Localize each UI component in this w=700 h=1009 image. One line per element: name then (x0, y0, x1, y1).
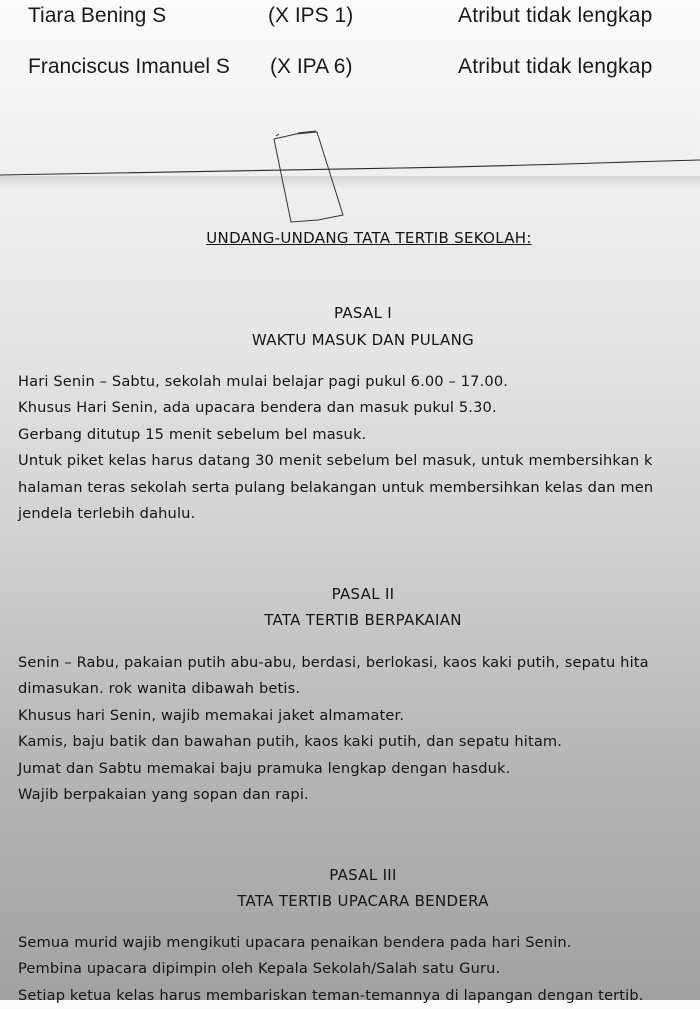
section-number: PASAL I (333, 304, 393, 322)
rule-line: Semua murid wajib mengikuti upacara penaikan bendera pada hari Senin. (18, 934, 572, 951)
student-name: Tiara Bening S (28, 4, 167, 27)
rule-line: Khusus Hari Senin, ada upacara bendera dan masuk pukul 5.30. (18, 399, 497, 417)
rule-line: Kamis, baju batik dan bawahan putih, kaos kaki putih, dan sepatu hitam. (18, 733, 563, 751)
section-title: TATA TERTIB BERPAKAIAN (264, 611, 462, 629)
rule-line: halaman teras sekolah serta pulang belakangan untuk membersihkan kelas dan men (18, 478, 654, 496)
rule-line: Setiap ketua kelas harus membariskan teman-temannya di lapangan dengan tertib. (18, 986, 644, 1004)
violation-row (0, 4, 700, 36)
divider-line (0, 160, 700, 175)
rule-line: Gerbang ditutup 15 menit sebelum bel masuk. (18, 425, 367, 443)
rule-line: Khusus hari Senin, wajib memakai jaket almamater. (18, 706, 405, 724)
rule-line: jendela terlebih dahulu. (18, 505, 196, 523)
rule-line: Pembina upacara dipimpin oleh Kepala Sekolah/Salah satu Guru. (18, 960, 501, 978)
student-name: Franciscus Imanuel S (28, 55, 230, 78)
rule-line: Wajib berpakaian yang sopan dan rapi. (18, 786, 309, 804)
rule-line: Jumat dan Sabtu memakai baju pramuka lengkap dengan hasduk. (18, 759, 511, 777)
violation-row (0, 55, 700, 87)
rule-line: Senin – Rabu, pakaian putih abu-abu, berdasi, berlokasi, kaos kaki putih, sepatu hita (18, 654, 649, 671)
student-class: (X IPA 6) (270, 55, 353, 78)
document-title: UNDANG-UNDANG TATA TERTIB SEKOLAH: (206, 229, 532, 247)
section-title: TATA TERTIB UPACARA BENDERA (237, 892, 489, 910)
rule-line: Untuk piket kelas harus datang 30 menit sebelum bel masuk, untuk membersihkan k (18, 452, 653, 470)
violation-note: Atribut tidak lengkap (458, 55, 653, 78)
rule-line: Hari Senin – Sabtu, sekolah mulai belajar pagi pukul 6.00 – 17.00. (18, 373, 509, 390)
rule-list (18, 650, 649, 808)
pencil-sketch-divider (0, 120, 700, 240)
rule-list (18, 369, 653, 527)
rule-list (18, 930, 644, 1009)
section-number: PASAL III (329, 866, 397, 884)
section-title: WAKTU MASUK DAN PULANG (251, 331, 475, 349)
rule-line: dimasukan. rok wanita dibawah betis. (18, 680, 301, 698)
violation-note: Atribut tidak lengkap (458, 4, 653, 27)
student-class: (X IPS 1) (268, 4, 354, 27)
section-number: PASAL II (331, 585, 395, 603)
